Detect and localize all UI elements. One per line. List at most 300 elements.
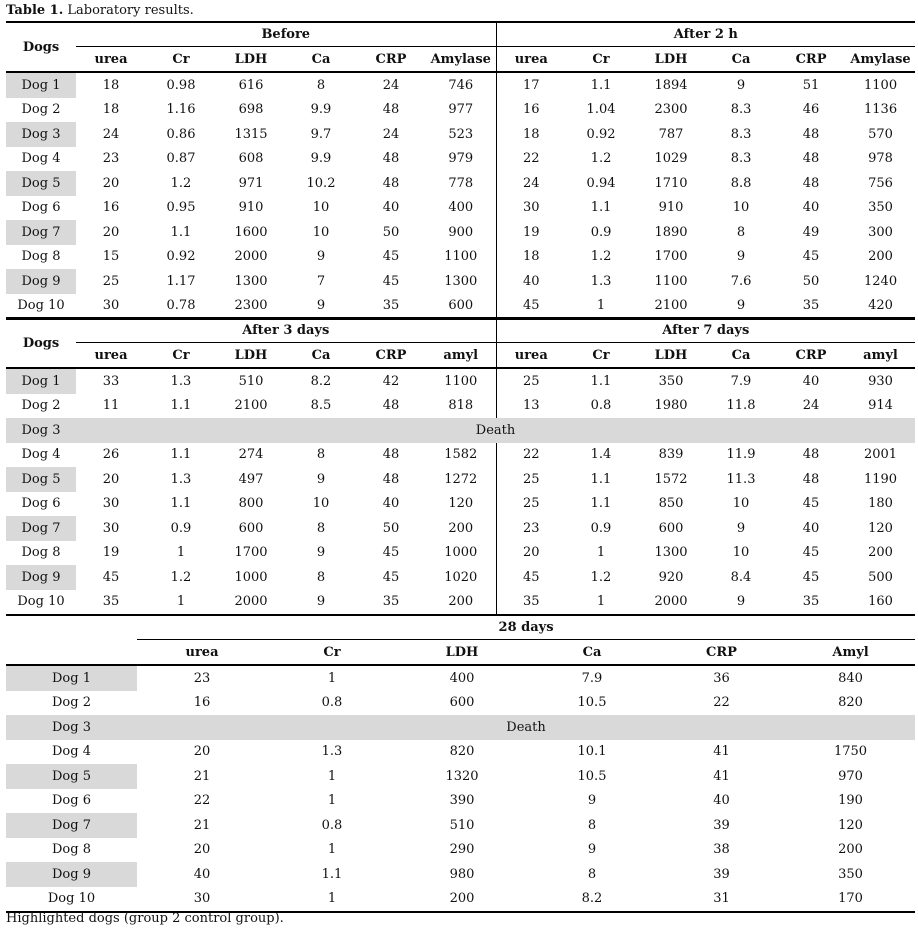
- value-cell: 8: [736, 224, 746, 240]
- value-cell: 8: [316, 520, 326, 536]
- value-cell: 930: [868, 373, 893, 389]
- value-cell: 350: [658, 373, 684, 389]
- table-row: [6, 220, 915, 245]
- table-row: [6, 691, 915, 716]
- table-row: [6, 147, 915, 172]
- value-cell: 40: [802, 200, 820, 216]
- value-cell: 979: [448, 151, 474, 167]
- column-header-ldh: LDH: [654, 51, 688, 67]
- value-cell: 45: [802, 569, 820, 585]
- value-cell: 8: [316, 569, 326, 585]
- value-cell: 1: [327, 891, 337, 907]
- value-cell: 1.3: [170, 471, 192, 487]
- value-cell: 1582: [444, 447, 478, 463]
- value-cell: 30: [193, 891, 211, 907]
- value-cell: 9: [316, 594, 326, 610]
- column-header-ca: Ca: [311, 51, 331, 67]
- value-cell: 18: [496, 245, 566, 270]
- value-cell: 20: [102, 175, 120, 191]
- value-cell: 45: [382, 545, 400, 561]
- value-cell: 0.87: [166, 151, 196, 167]
- death-note: Death: [76, 418, 915, 443]
- column-header-crp: CRP: [375, 347, 407, 363]
- table-row: [6, 171, 915, 196]
- table-row: [6, 541, 915, 566]
- value-cell: 31: [713, 891, 730, 907]
- value-cell: 1.3: [321, 744, 343, 760]
- column-header-ca: Ca: [731, 347, 751, 363]
- value-cell: 1100: [444, 249, 478, 265]
- value-cell: 1100: [864, 77, 898, 93]
- value-cell: 170: [838, 891, 863, 907]
- value-cell: 0.86: [166, 126, 196, 142]
- column-header-cr: Cr: [592, 51, 610, 67]
- value-cell: 1190: [863, 471, 898, 487]
- column-header-crp: CRP: [706, 644, 737, 660]
- value-cell: 1: [596, 298, 606, 314]
- value-cell: 400: [449, 670, 475, 686]
- value-cell: 778: [448, 175, 474, 191]
- value-cell: 850: [658, 496, 684, 512]
- column-header-amylase: Amylase: [430, 51, 491, 67]
- value-cell: 8: [316, 77, 326, 93]
- value-cell: 840: [838, 670, 863, 686]
- results-table-before-after-2h: [6, 21, 915, 320]
- value-cell: 45: [496, 565, 566, 590]
- value-cell: 11.9: [726, 447, 756, 463]
- value-cell: 1029: [654, 151, 688, 167]
- value-cell: 21: [193, 768, 211, 784]
- value-cell: 1.2: [170, 175, 192, 191]
- value-cell: 9: [736, 77, 746, 93]
- column-header-urea: urea: [185, 644, 219, 660]
- value-cell: 1: [327, 842, 337, 858]
- value-cell: 0.9: [590, 520, 612, 536]
- value-cell: 41: [713, 744, 730, 760]
- value-cell: 120: [868, 520, 893, 536]
- column-header-ca: Ca: [582, 644, 602, 660]
- value-cell: 200: [448, 594, 474, 610]
- value-cell: 1.3: [590, 273, 612, 289]
- value-cell: 22: [496, 443, 566, 468]
- value-cell: 1315: [234, 126, 268, 142]
- value-cell: 1700: [234, 545, 268, 561]
- value-cell: 16: [102, 200, 120, 216]
- value-cell: 910: [238, 200, 264, 216]
- value-cell: 48: [382, 398, 400, 414]
- column-header-cr: Cr: [592, 347, 610, 363]
- value-cell: 1.1: [170, 224, 192, 240]
- value-cell: 30: [102, 496, 120, 512]
- value-cell: 16: [193, 695, 211, 711]
- value-cell: 900: [448, 224, 474, 240]
- value-cell: 1.1: [590, 200, 612, 216]
- value-cell: 8.3: [730, 151, 752, 167]
- table-row: [6, 740, 915, 765]
- value-cell: 24: [382, 77, 400, 93]
- value-cell: 16: [496, 98, 566, 123]
- value-cell: 8: [587, 866, 597, 882]
- value-cell: 2300: [234, 298, 268, 314]
- value-cell: 1: [596, 594, 606, 610]
- dog-label: Dog 3: [6, 418, 76, 443]
- table-row: [6, 665, 915, 691]
- value-cell: 33: [102, 373, 120, 389]
- value-cell: 40: [802, 373, 820, 389]
- value-cell: 839: [658, 447, 684, 463]
- table-row: [6, 394, 915, 419]
- dog-label: Dog 5: [6, 764, 137, 789]
- value-cell: 45: [382, 569, 400, 585]
- dog-label: Dog 3: [6, 715, 137, 740]
- value-cell: 41: [713, 768, 730, 784]
- value-cell: 51: [802, 77, 820, 93]
- value-cell: 1.04: [586, 102, 616, 118]
- column-header-crp: CRP: [795, 347, 827, 363]
- value-cell: 400: [448, 200, 474, 216]
- value-cell: 50: [802, 273, 820, 289]
- value-cell: 570: [868, 126, 893, 142]
- value-cell: 22: [713, 695, 730, 711]
- value-cell: 8.2: [310, 373, 332, 389]
- value-cell: 390: [449, 793, 475, 809]
- column-header-ca: Ca: [731, 51, 751, 67]
- value-cell: 20: [193, 744, 211, 760]
- empty-header-cell: [6, 615, 137, 640]
- value-cell: 0.95: [166, 200, 196, 216]
- value-cell: 1000: [234, 569, 268, 585]
- value-cell: 20: [102, 471, 120, 487]
- group-header-28-days: 28 days: [137, 615, 915, 640]
- value-cell: 30: [496, 196, 566, 221]
- value-cell: 977: [448, 102, 474, 118]
- value-cell: 9.9: [310, 102, 332, 118]
- value-cell: 8.4: [730, 569, 752, 585]
- table-row: [6, 887, 915, 913]
- value-cell: 350: [838, 866, 863, 882]
- value-cell: 23: [496, 516, 566, 541]
- value-cell: 9: [736, 298, 746, 314]
- dog-label: Dog 4: [21, 447, 61, 463]
- value-cell: 40: [713, 793, 730, 809]
- value-cell: 48: [802, 151, 820, 167]
- column-header-ldh: LDH: [654, 347, 688, 363]
- value-cell: 10: [312, 496, 330, 512]
- dog-label: Dog 9: [6, 269, 76, 294]
- column-header-row: [6, 640, 915, 666]
- value-cell: 35: [382, 594, 400, 610]
- column-header-amyl: Amyl: [832, 644, 869, 660]
- dog-label: Dog 4: [21, 151, 61, 167]
- value-cell: 497: [238, 471, 264, 487]
- value-cell: 9: [736, 249, 746, 265]
- value-cell: 1300: [234, 273, 268, 289]
- value-cell: 1320: [445, 768, 479, 784]
- value-cell: 7.9: [581, 670, 603, 686]
- value-cell: 1100: [654, 273, 688, 289]
- value-cell: 18: [102, 77, 120, 93]
- value-cell: 910: [658, 200, 684, 216]
- value-cell: 300: [868, 224, 893, 240]
- value-cell: 200: [448, 520, 474, 536]
- column-header-ldh: LDH: [234, 51, 268, 67]
- dog-label: Dog 6: [21, 200, 61, 216]
- value-cell: 45: [382, 273, 400, 289]
- value-cell: 8.3: [730, 102, 752, 118]
- value-cell: 290: [449, 842, 475, 858]
- value-cell: 25: [496, 368, 566, 394]
- value-cell: 1: [327, 793, 337, 809]
- value-cell: 10.5: [577, 768, 607, 784]
- dog-label: Dog 8: [21, 545, 61, 561]
- dog-label: Dog 5: [6, 171, 76, 196]
- dog-label: Dog 8: [21, 249, 61, 265]
- column-header-urea: urea: [94, 347, 128, 363]
- caption-text: Laboratory results.: [63, 3, 194, 18]
- column-header-row: [6, 47, 915, 73]
- value-cell: 2001: [863, 447, 898, 463]
- value-cell: 600: [658, 520, 684, 536]
- value-cell: 787: [658, 126, 684, 142]
- value-cell: 35: [802, 298, 820, 314]
- value-cell: 35: [382, 298, 400, 314]
- value-cell: 0.8: [321, 695, 343, 711]
- value-cell: 200: [868, 545, 893, 561]
- value-cell: 9: [316, 298, 326, 314]
- value-cell: 510: [238, 373, 264, 389]
- table-row: [6, 122, 915, 147]
- value-cell: 2100: [654, 298, 688, 314]
- table-row: [6, 294, 915, 320]
- value-cell: 40: [382, 200, 400, 216]
- dog-label: Dog 10: [17, 594, 65, 610]
- value-cell: 350: [868, 200, 893, 216]
- value-cell: 8: [316, 447, 326, 463]
- value-cell: 10: [312, 224, 330, 240]
- value-cell: 1980: [654, 398, 688, 414]
- value-cell: 42: [382, 373, 400, 389]
- value-cell: 45: [802, 545, 820, 561]
- value-cell: 45: [382, 249, 400, 265]
- dog-label: Dog 2: [21, 398, 61, 414]
- value-cell: 970: [838, 768, 863, 784]
- group-header-after-3-days: After 3 days: [76, 318, 496, 343]
- dog-label: Dog 3: [6, 122, 76, 147]
- value-cell: 160: [868, 594, 893, 610]
- value-cell: 1.1: [590, 373, 612, 389]
- value-cell: 523: [448, 126, 474, 142]
- table-body: [6, 665, 915, 912]
- value-cell: 1.17: [166, 273, 196, 289]
- value-cell: 1750: [833, 744, 868, 760]
- value-cell: 40: [193, 866, 211, 882]
- value-cell: 1.4: [590, 447, 612, 463]
- value-cell: 608: [238, 151, 264, 167]
- results-table-3-7-days: [6, 317, 915, 616]
- value-cell: 10.2: [306, 175, 336, 191]
- death-note: Death: [137, 715, 915, 740]
- value-cell: 1300: [444, 273, 478, 289]
- value-cell: 11: [102, 398, 120, 414]
- value-cell: 420: [868, 298, 893, 314]
- value-cell: 1000: [444, 545, 478, 561]
- value-cell: 9: [587, 793, 597, 809]
- value-cell: 1.2: [170, 569, 192, 585]
- value-cell: 1020: [444, 569, 478, 585]
- value-cell: 746: [448, 77, 474, 93]
- dog-label: Dog 5: [6, 467, 76, 492]
- value-cell: 40: [802, 520, 820, 536]
- value-cell: 1100: [444, 373, 478, 389]
- value-cell: 9.7: [310, 126, 332, 142]
- dog-label: Dog 1: [6, 368, 76, 394]
- value-cell: 24: [382, 126, 400, 142]
- value-cell: 35: [102, 594, 120, 610]
- value-cell: 22: [193, 793, 211, 809]
- value-cell: 23: [193, 670, 211, 686]
- value-cell: 24: [102, 126, 120, 142]
- column-header-row: [6, 343, 915, 369]
- value-cell: 1.3: [170, 373, 192, 389]
- value-cell: 19: [102, 545, 120, 561]
- value-cell: 1700: [654, 249, 688, 265]
- value-cell: 9: [316, 249, 326, 265]
- value-cell: 2000: [654, 594, 688, 610]
- caption-label: Table 1.: [6, 3, 64, 18]
- value-cell: 8.5: [310, 398, 332, 414]
- value-cell: 7: [316, 273, 326, 289]
- value-cell: 1.1: [590, 496, 612, 512]
- value-cell: 45: [802, 249, 820, 265]
- value-cell: 10: [312, 200, 330, 216]
- value-cell: 1272: [444, 471, 478, 487]
- table-row: [6, 516, 915, 541]
- value-cell: 200: [868, 249, 893, 265]
- column-header-cr: Cr: [172, 347, 190, 363]
- table-row: [6, 838, 915, 863]
- value-cell: 24: [496, 171, 566, 196]
- dog-label: Dog 1: [6, 665, 137, 691]
- value-cell: 2000: [234, 594, 268, 610]
- value-cell: 2100: [234, 398, 268, 414]
- value-cell: 48: [382, 471, 400, 487]
- value-cell: 1.1: [590, 471, 612, 487]
- value-cell: 50: [382, 224, 400, 240]
- value-cell: 9: [736, 520, 746, 536]
- value-cell: 25: [496, 467, 566, 492]
- table-row: [6, 245, 915, 270]
- value-cell: 914: [868, 398, 893, 414]
- dog-label: Dog 2: [52, 695, 91, 711]
- value-cell: 0.9: [590, 224, 612, 240]
- value-cell: 18: [496, 122, 566, 147]
- value-cell: 23: [102, 151, 120, 167]
- value-cell: 1: [176, 594, 186, 610]
- value-cell: 120: [448, 496, 474, 512]
- value-cell: 1890: [654, 224, 688, 240]
- value-cell: 13: [496, 394, 566, 419]
- value-cell: 978: [868, 151, 893, 167]
- value-cell: 15: [102, 249, 120, 265]
- group-header-after-7-days: After 7 days: [496, 318, 915, 343]
- column-header-ldh: LDH: [445, 644, 479, 660]
- value-cell: 8.2: [581, 891, 603, 907]
- value-cell: 36: [713, 670, 730, 686]
- dog-label: Dog 6: [21, 496, 61, 512]
- dog-label: Dog 9: [6, 862, 137, 887]
- table-row: [6, 492, 915, 517]
- value-cell: 1: [327, 670, 337, 686]
- value-cell: 10: [732, 496, 750, 512]
- dog-label: Dog 1: [6, 72, 76, 98]
- value-cell: 1: [327, 768, 337, 784]
- value-cell: 48: [382, 175, 400, 191]
- column-header-crp: CRP: [375, 51, 407, 67]
- empty-header-cell: [6, 640, 137, 666]
- value-cell: 920: [658, 569, 684, 585]
- value-cell: 2300: [654, 102, 688, 118]
- value-cell: 11.8: [726, 398, 756, 414]
- dog-label: Dog 10: [47, 891, 96, 907]
- value-cell: 8.3: [730, 126, 752, 142]
- value-cell: 800: [238, 496, 264, 512]
- dog-label: Dog 7: [6, 220, 76, 245]
- value-cell: 18: [102, 102, 120, 118]
- value-cell: 45: [102, 569, 120, 585]
- value-cell: 10.1: [577, 744, 607, 760]
- value-cell: 1.1: [170, 496, 192, 512]
- value-cell: 1.16: [166, 102, 196, 118]
- value-cell: 0.8: [590, 398, 612, 414]
- table-row: [6, 269, 915, 294]
- value-cell: 50: [382, 520, 400, 536]
- value-cell: 10: [732, 545, 750, 561]
- column-header-amylase: Amylase: [850, 51, 911, 67]
- table-row: [6, 565, 915, 590]
- value-cell: 45: [802, 496, 820, 512]
- value-cell: 971: [238, 175, 264, 191]
- value-cell: 1.1: [170, 398, 192, 414]
- dog-label: Dog 9: [6, 565, 76, 590]
- table-row: [6, 368, 915, 394]
- value-cell: 17: [496, 72, 566, 98]
- value-cell: 274: [238, 447, 264, 463]
- value-cell: 820: [838, 695, 863, 711]
- table-row: [6, 813, 915, 838]
- value-cell: 510: [449, 817, 475, 833]
- column-header-urea: urea: [496, 343, 566, 369]
- value-cell: 1.1: [590, 77, 612, 93]
- value-cell: 35: [496, 590, 566, 616]
- table-row: [6, 196, 915, 221]
- table-row: [6, 789, 915, 814]
- value-cell: 25: [102, 273, 120, 289]
- table-row: [6, 72, 915, 98]
- value-cell: 10.5: [577, 695, 607, 711]
- table-caption: [6, 3, 194, 19]
- value-cell: 48: [802, 126, 820, 142]
- value-cell: 11.3: [726, 471, 756, 487]
- value-cell: 48: [382, 447, 400, 463]
- dog-label: Dog 4: [52, 744, 91, 760]
- group-header-after-2h: After 2 h: [496, 22, 915, 47]
- table-body: [6, 72, 915, 319]
- value-cell: 0.98: [166, 77, 196, 93]
- value-cell: 20: [193, 842, 211, 858]
- value-cell: 7.6: [730, 273, 752, 289]
- dog-label: Dog 7: [6, 813, 137, 838]
- dogs-column-header: Dogs: [6, 22, 76, 72]
